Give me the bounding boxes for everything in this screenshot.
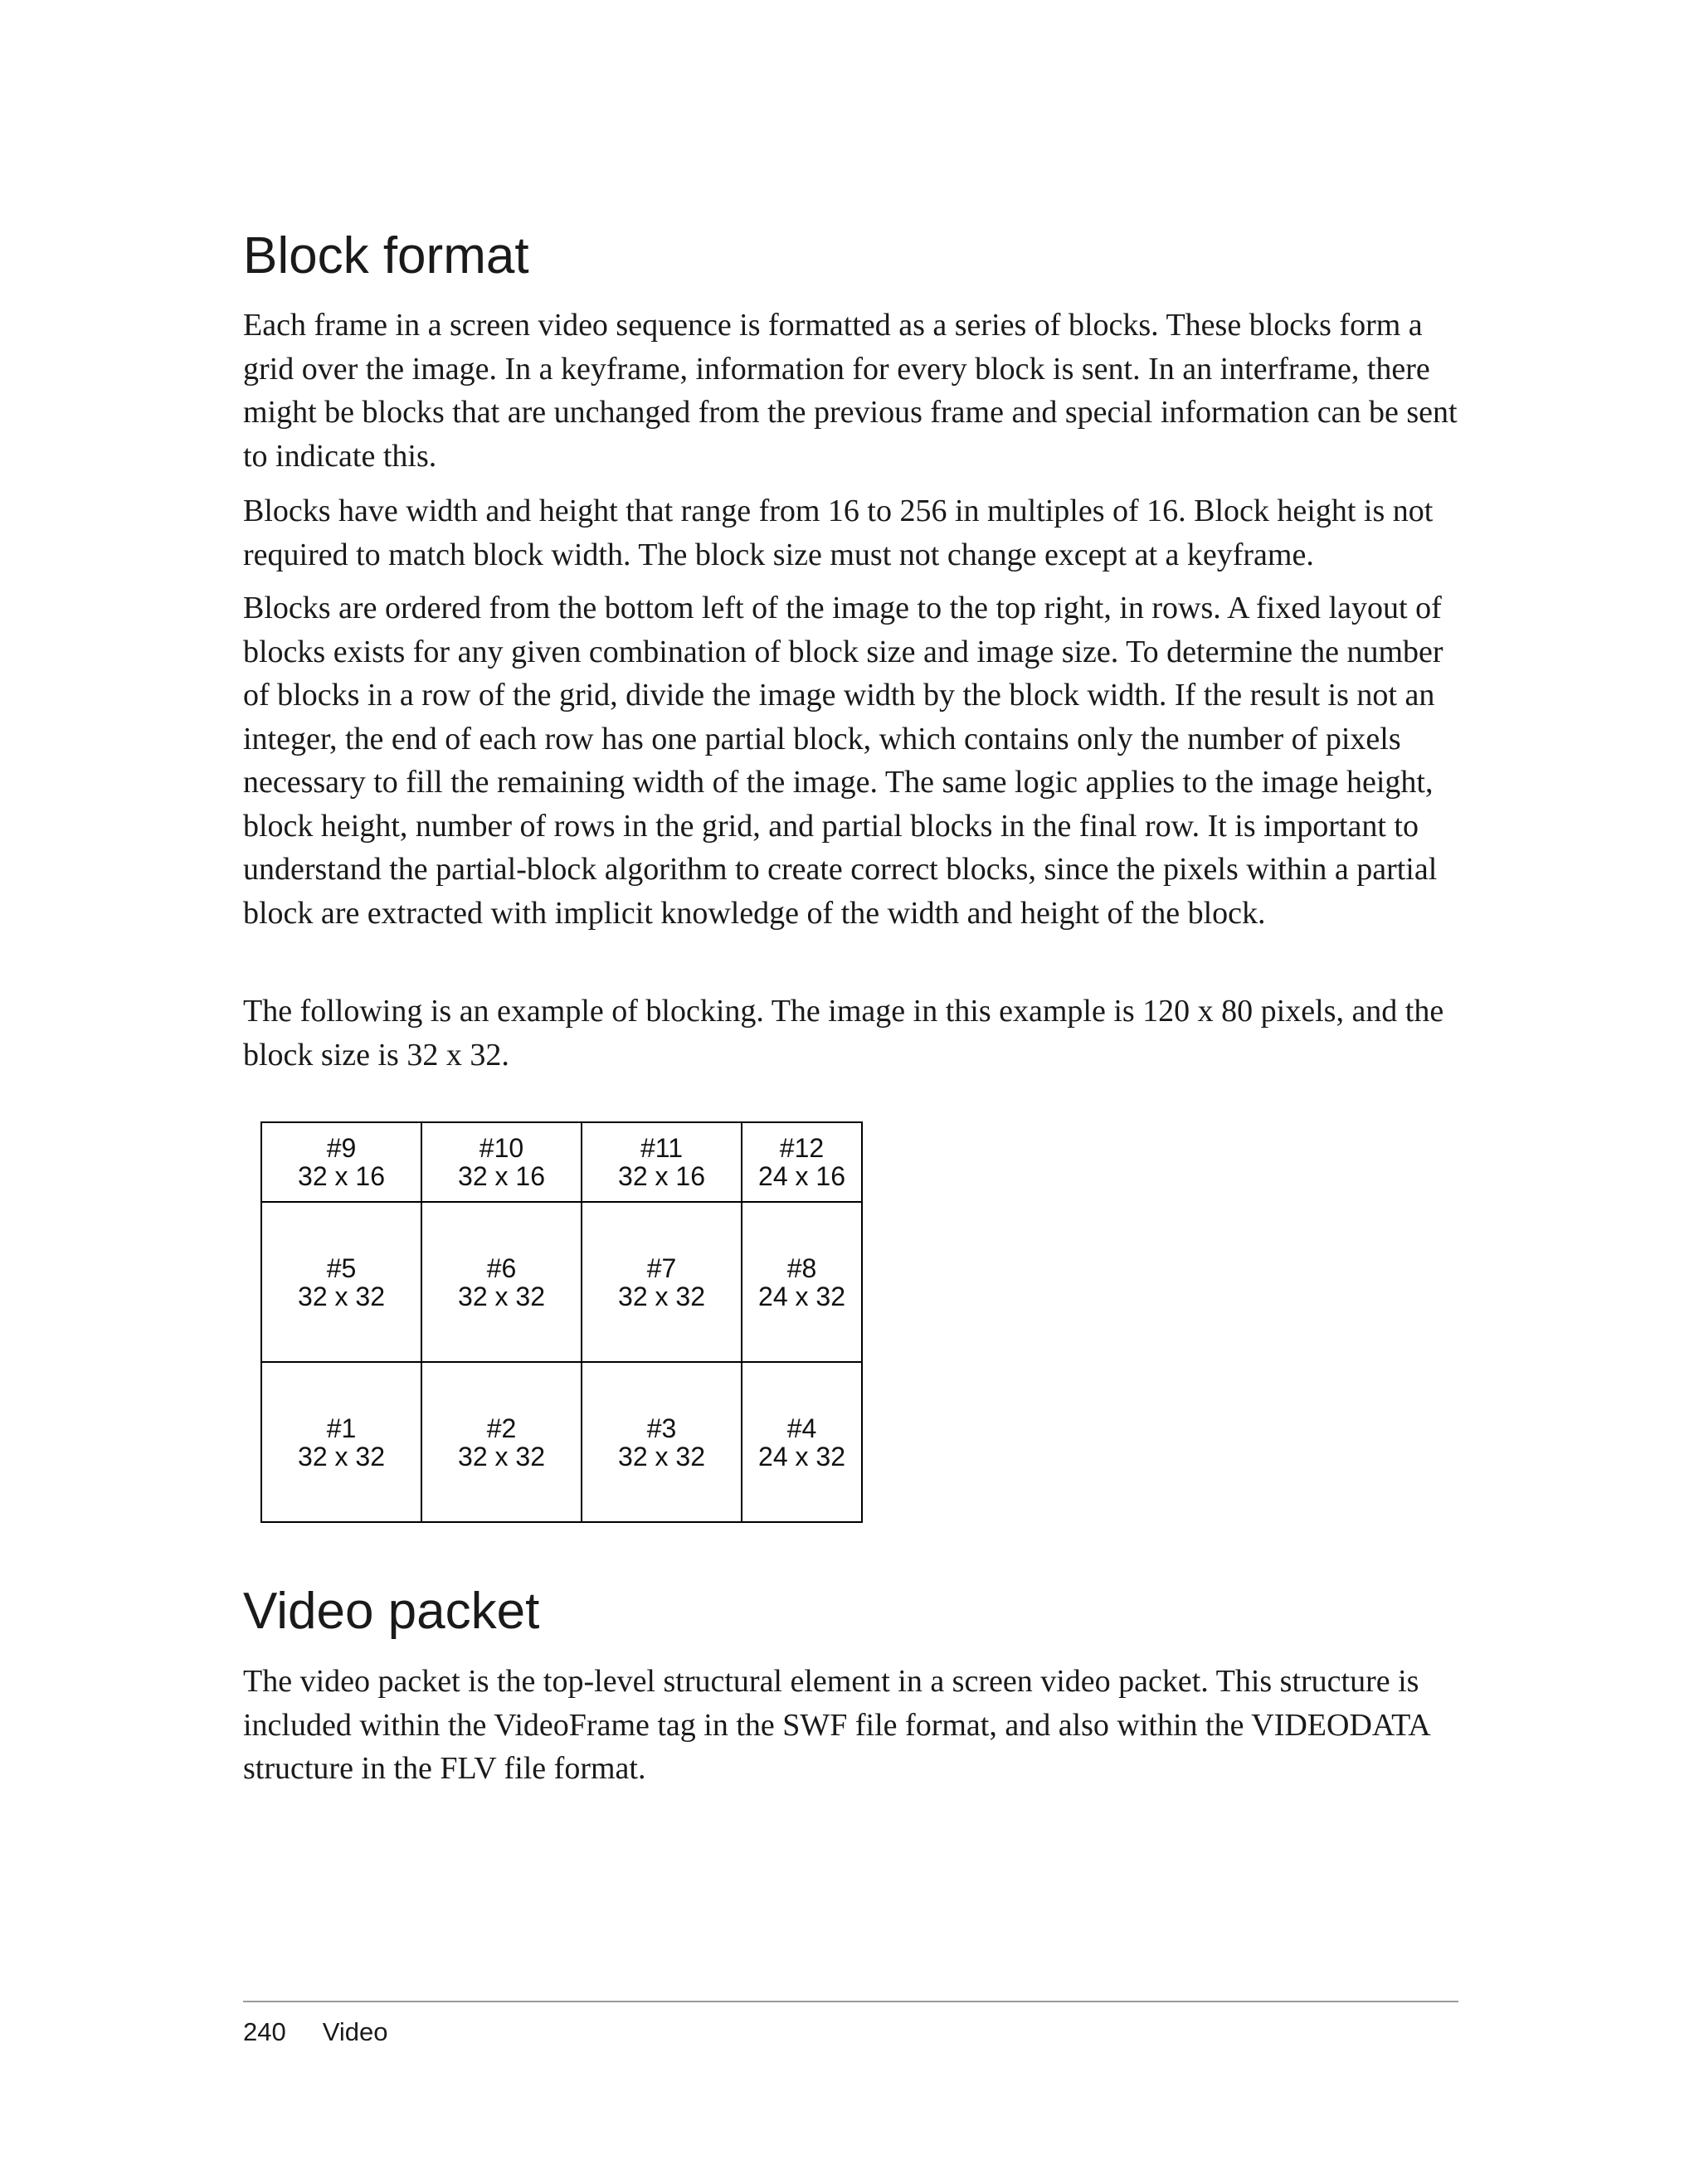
grid-cell <box>742 1123 863 1203</box>
grid-cell <box>582 1363 742 1523</box>
block-number: #2 <box>486 1413 517 1443</box>
block-size: 32 x 16 <box>458 1161 545 1191</box>
block-grid-figure <box>260 1121 863 1523</box>
paragraph: The following is an example of blocking. The image in this example is 120 x 80 pixels, and the block size is 32 x 32. <box>243 994 1444 1073</box>
grid-cell <box>262 1203 422 1363</box>
block-number: #11 <box>640 1133 683 1163</box>
paragraph: Blocks have width and height that range from 16 to 256 in multiples of 16. Block height is not required to match block width. The block size must not change except at a keyframe. <box>243 494 1434 572</box>
block-number: #10 <box>479 1133 524 1163</box>
grid-cell <box>422 1363 582 1523</box>
block-number: #4 <box>786 1413 817 1443</box>
block-size: 32 x 32 <box>298 1281 385 1311</box>
block-number: #5 <box>326 1253 357 1283</box>
page-number: 240 <box>243 2017 286 2046</box>
block-size: 24 x 16 <box>758 1161 845 1191</box>
block-size: 32 x 32 <box>458 1441 545 1471</box>
block-size: 32 x 32 <box>298 1441 385 1471</box>
block-number: #1 <box>326 1413 357 1443</box>
grid-cell <box>742 1363 863 1523</box>
block-size: 32 x 32 <box>458 1281 545 1311</box>
section-heading-block-format: Block format <box>243 227 529 285</box>
paragraph: The video packet is the top-level structural element in a screen video packet. This structure is included within the VideoFrame tag in the SWF file format, and also within the VIDEODATA structure in the FLV file format. <box>243 1664 1429 1786</box>
block-size: 32 x 32 <box>618 1281 705 1311</box>
grid-cell <box>742 1203 863 1363</box>
section-heading-video-packet: Video packet <box>243 1583 540 1640</box>
grid-cell <box>262 1363 422 1523</box>
grid-cell <box>582 1123 742 1203</box>
footer-section-title: Video <box>322 2017 388 2046</box>
block-number: #8 <box>786 1253 817 1283</box>
page-footer <box>243 2017 387 2047</box>
block-size: 24 x 32 <box>758 1281 845 1311</box>
paragraph: Blocks are ordered from the bottom left of the image to the top right, in rows. A fixed layout of blocks exists for any given combination of block size and image size. To determine the number of blocks in a row of the grid, divide the image width by the block width. If the result is not an integer, the end of each row has one partial block, which contains only the number of pixels necessary to fill the remaining width of the image. The same logic applies to the image height, block height, number of rows in the grid, and partial blocks in the final row. It is important to understand the partial-block algorithm to create correct blocks, since the pixels within a partial block are extracted with implicit knowledge of the width and height of the block. <box>243 591 1443 931</box>
block-number: #7 <box>646 1253 677 1283</box>
paragraph: Each frame in a screen video sequence is formatted as a series of blocks. These blocks form a grid over the image. In a keyframe, information for every block is sent. In an interframe, there might be blocks that are unchanged from the previous frame and special information can be sent to indicate this. <box>243 308 1458 474</box>
grid-cell <box>422 1123 582 1203</box>
block-number: #12 <box>779 1133 825 1163</box>
block-number: #6 <box>486 1253 517 1283</box>
block-size: 32 x 16 <box>618 1161 705 1191</box>
block-size: 32 x 16 <box>298 1161 385 1191</box>
footer-divider <box>243 2001 1458 2002</box>
block-number: #3 <box>646 1413 677 1443</box>
block-size: 24 x 32 <box>758 1441 845 1471</box>
grid-cell <box>262 1123 422 1203</box>
grid-cell <box>422 1203 582 1363</box>
block-size: 32 x 32 <box>618 1441 705 1471</box>
block-number: #9 <box>326 1133 357 1163</box>
grid-cell <box>582 1203 742 1363</box>
